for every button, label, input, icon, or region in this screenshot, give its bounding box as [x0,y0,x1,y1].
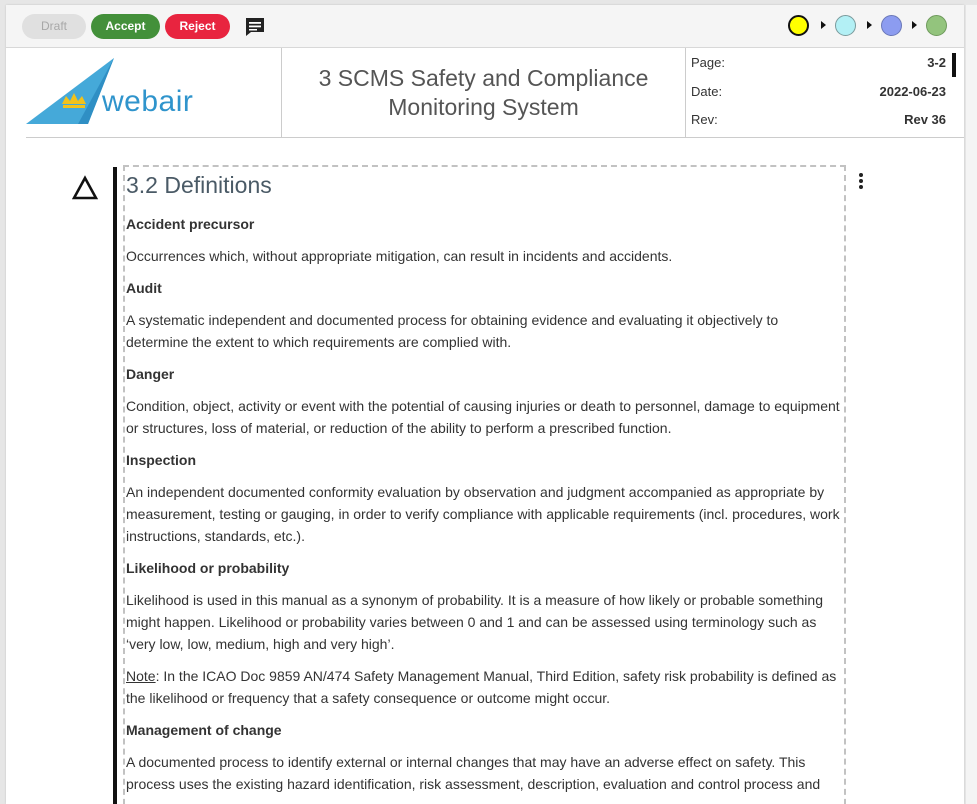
workflow-arrow-icon [867,21,872,29]
document-header [6,48,964,138]
rev-value: Rev 36 [904,112,946,127]
definition-term: Accident precursor [126,216,255,232]
reject-button[interactable]: Reject [165,14,230,39]
rev-row [691,110,946,130]
change-bar [113,167,117,804]
workflow-arrow-icon [912,21,917,29]
workflow-step-2-icon[interactable] [835,15,856,36]
rev-label: Rev: [691,112,718,127]
page-row [691,53,946,73]
definition-text: A systematic independent and documented process for obtaining evidence and evaluating it objectively to determine the extent to which requirements are complied with. [126,312,779,350]
draft-button[interactable]: Draft [22,14,86,39]
accept-button[interactable]: Accept [91,14,160,39]
delta-icon[interactable] [72,175,98,201]
section-content [123,165,846,804]
note-text: : In the ICAO Doc 9859 AN/474 Safety Management Manual, Third Edition, safety risk probability is defined as the likelihood or frequency that a safety consequence or outcome might occur. [126,668,837,706]
section-heading: 3.2 Definitions [126,172,272,198]
document-meta [686,48,964,137]
date-value: 2022-06-23 [879,84,946,99]
header-divider [26,137,964,138]
page-label: Page: [691,55,725,70]
date-label: Date: [691,84,723,99]
logo-wordmark: webair [102,85,194,118]
definition-text: Occurrences which, without appropriate mitigation, can result in incidents and accidents. [126,248,673,264]
definition-text: An independent documented conformity evaluation by observation and judgment accompanied as appropriate by measurement, testing or gauging, in order to verify compliance with applicable requirements (incl. procedures, work instructions, standards, etc.). [126,484,840,544]
date-row [691,82,946,102]
definition-text: A documented process to identify external or internal changes that may have an adverse effect on safety. This process uses the existing hazard identification, risk assessment, description, evaluation and control process and [126,754,821,792]
page-scrollbar[interactable] [966,5,977,804]
more-vertical-icon[interactable] [856,172,866,192]
workflow-arrow-icon [821,21,826,29]
definition-term: Management of change [126,722,282,738]
workflow-step-1-icon[interactable] [788,15,809,36]
page-value: 3-2 [927,55,946,70]
review-toolbar [6,5,964,48]
definition-term: Danger [126,366,175,382]
document-title-cell [282,48,686,137]
definition-note [126,665,844,709]
note-label: Note [126,668,156,684]
definition-term: Audit [126,280,162,296]
definition-text: Likelihood is used in this manual as a synonym of probability. It is a measure of how likely or probable something might happen. Likelihood or probability varies between 0 and 1 and can be assessed using terminology such as ‘very low, low, medium, high and very high’. [126,592,823,652]
definition-term: Likelihood or probability [126,560,290,576]
webair-logo [6,48,282,137]
definition-term: Inspection [126,452,197,468]
definition-text: Condition, object, activity or event with the potential of causing injuries or death to personnel, damage to equipment or structures, loss of material, or reduction of the ability to perform a prescribed function. [126,398,840,436]
document-panel [6,5,964,804]
workflow-step-3-icon[interactable] [881,15,902,36]
page-marker-bar [952,53,956,77]
comment-icon[interactable] [244,17,266,37]
document-title: 3 SCMS Safety and Compliance Monitoring System [318,64,649,120]
workflow-step-4-icon[interactable] [926,15,947,36]
